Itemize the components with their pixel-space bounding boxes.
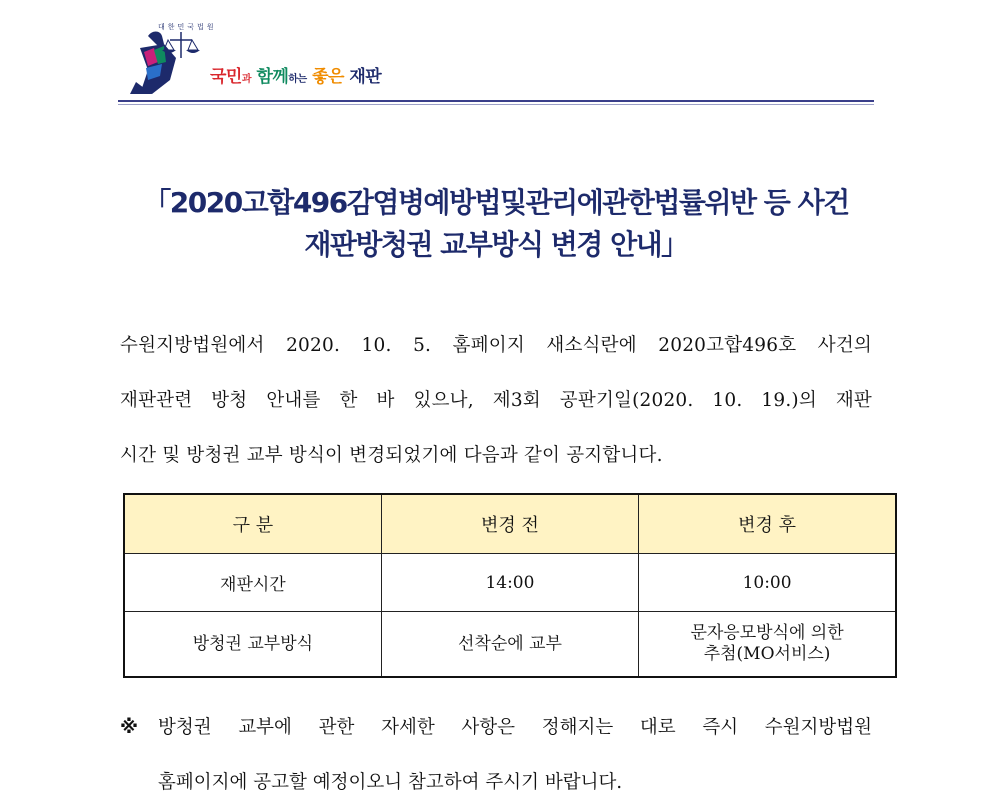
note-text: 방청권 교부에 관한 자세한 사항은 정해지는 대로 즉시 수원지방법원 [158,717,872,738]
court-logo [118,18,418,98]
table-row [124,612,896,678]
table-cell: 재판시간 [124,554,381,612]
change-table [123,493,897,678]
court-emblem-icon [118,18,217,98]
body-line: 시간 및 방청권 교부 방식이 변경되었기에 다음과 같이 공지합니다. [120,445,663,466]
table-header-category: 구 분 [124,494,381,554]
table-header-after: 변경 후 [639,494,896,554]
slogan-part: 하는 [288,74,307,85]
slogan-part: 좋은 [312,67,344,87]
title-line: 재판방청권 교부방식 변경 안내」 [304,228,688,261]
document-title [110,182,882,266]
title-line: 「2020고합496감염병예방법및관리에관한법률위반 등 사건 [143,186,849,219]
table-cell: 10:00 [639,554,896,612]
reference-mark: ※ [120,717,138,738]
body-line: 수원지방법원에서 2020. 10. 5. 홈페이지 새소식란에 2020고합496호 사건의 [120,335,872,356]
slogan-part: 국민 [210,67,242,87]
notice-footnote [120,700,872,810]
body-line: 재판관련 방청 안내를 한 바 있으나, 제3회 공판기일(2020. 10. 19.)의 재판 [120,390,872,411]
slogan-part: 함께 [256,67,289,87]
note-line [120,700,872,755]
table-row [124,554,896,612]
slogan-part: 과 [241,74,252,85]
emblem-text: 대한민국법원 [158,23,217,31]
note-line: 홈페이지에 공고할 예정이오니 참고하여 주시기 바랍니다. [158,772,623,793]
table-cell-line: 추첨(MO서비스) [703,644,831,664]
slogan [210,62,381,87]
slogan-part: 재판 [349,67,382,87]
table-cell: 14:00 [381,554,638,612]
table-cell [639,612,896,678]
table-cell: 선착순에 교부 [381,612,638,678]
header-divider [118,100,874,105]
table-cell: 방청권 교부방식 [124,612,381,678]
table-cell-line: 문자응모방식에 의한 [690,623,844,643]
body-paragraph [120,318,872,483]
table-header-before: 변경 전 [381,494,638,554]
